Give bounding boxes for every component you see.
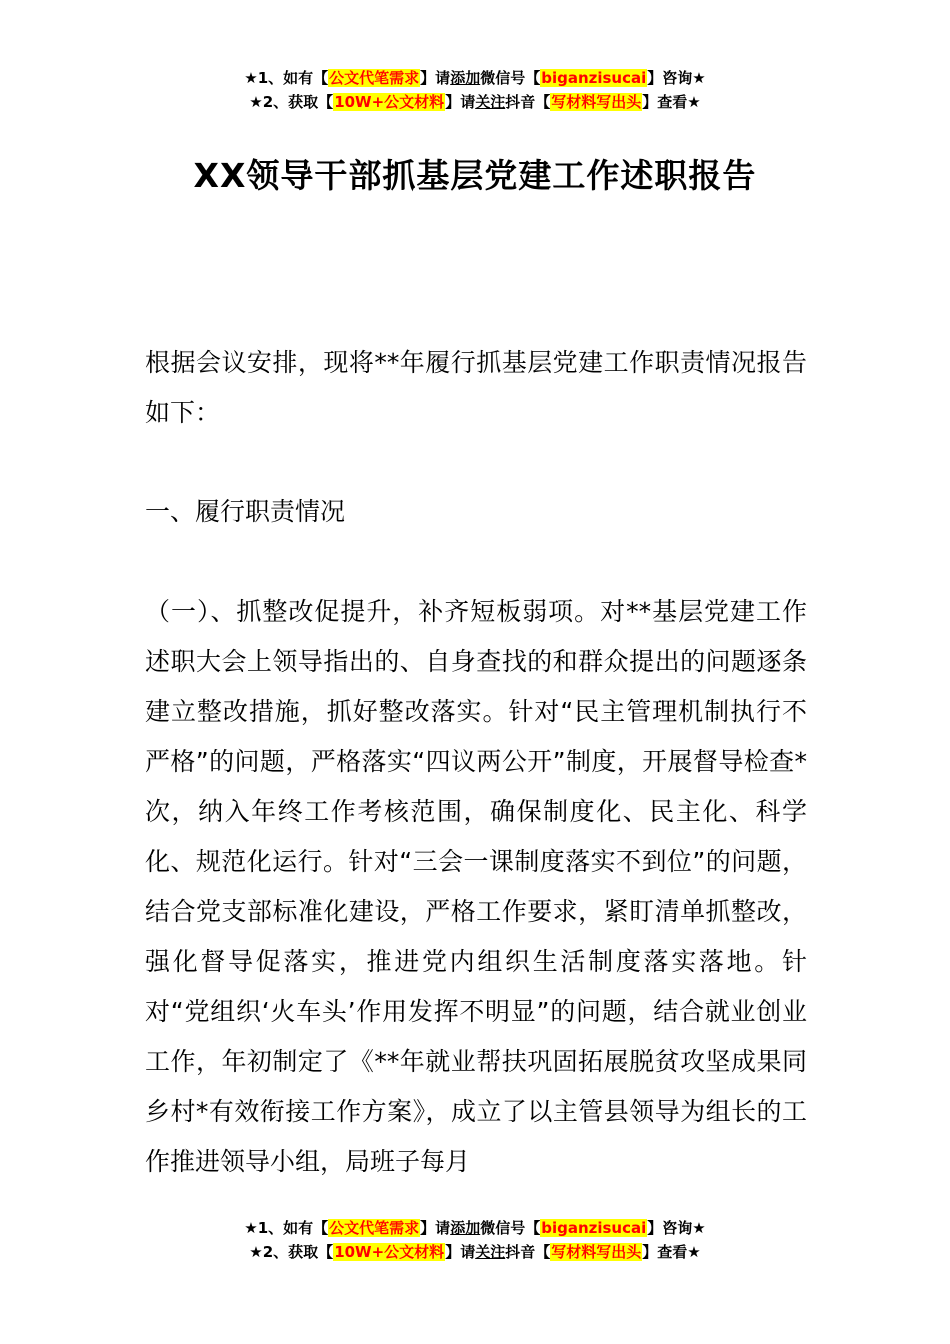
banner-underlined: 关注 (475, 93, 506, 111)
banner-line-1 (0, 1216, 950, 1240)
header-banner (0, 66, 950, 114)
banner-text: 】查看★ (642, 1243, 701, 1261)
banner-text: ★2、获取【 (249, 93, 334, 111)
intro-paragraph: 根据会议安排，现将**年履行抓基层党建工作职责情况报告如下： (145, 348, 807, 427)
banner-text: 微信号【 (480, 69, 541, 87)
banner-line-2 (0, 90, 950, 114)
document-title: XX领导干部抓基层党建工作述职报告 (193, 156, 757, 195)
banner-highlight: biganzisucai (541, 69, 647, 87)
banner-text: 】请 (445, 93, 476, 111)
banner-highlight: 10W+公文材料 (334, 93, 445, 111)
banner-text: ★1、如有【 (244, 1219, 329, 1237)
banner-text: 】咨询★ (647, 69, 706, 87)
banner-highlight: 公文代笔需求 (329, 69, 420, 87)
banner-underlined: 关注 (475, 1243, 506, 1261)
banner-highlight: 公文代笔需求 (329, 1219, 420, 1237)
banner-line-2 (0, 1240, 950, 1264)
banner-line-1 (0, 66, 950, 90)
banner-text: 】请 (420, 1219, 451, 1237)
banner-text: 】咨询★ (647, 1219, 706, 1237)
banner-text: 】查看★ (642, 93, 701, 111)
banner-text: 】请 (445, 1243, 476, 1261)
banner-text: ★2、获取【 (249, 1243, 334, 1261)
body-paragraph: （一）、抓整改促提升，补齐短板弱项。对**基层党建工作述职大会上领导指出的、自身查找的和群众提出的问题逐条建立整改措施，抓好整改落实。针对“民主管理机制执行不严格”的问题，严格落实“四议两公开”制度，开展督导检查*次，纳入年终工作考核范围，确保制度化、民主化、科学化、规范化运行。针对“三会一课制度落实不到位”的问题，结合党支部标准化建设，严格工作要求，紧盯清单抓整改，强化督导促落实，推进党内组织生活制度落实落地。针对“党组织‘火车头’作用发挥不明显”的问题，结合就业创业工作，年初制定了《**年就业帮扶巩固拓展脱贫攻坚成果同乡村*有效衔接工作方案》，成立了以主管县领导为组长的工作推进领导小组，局班子每月 (145, 597, 807, 1176)
banner-underlined: 添加 (450, 69, 481, 87)
banner-highlight: 10W+公文材料 (334, 1243, 445, 1261)
banner-underlined: 添加 (450, 1219, 481, 1237)
section-heading: 一、履行职责情况 (145, 497, 346, 526)
banner-text: 抖音【 (505, 1243, 551, 1261)
banner-text: 】请 (420, 69, 451, 87)
banner-highlight: biganzisucai (541, 1219, 647, 1237)
banner-text: 抖音【 (505, 93, 551, 111)
banner-text: 微信号【 (480, 1219, 541, 1237)
banner-text: ★1、如有【 (244, 69, 329, 87)
footer-banner (0, 1216, 950, 1264)
banner-highlight: 写材料写出头 (551, 1243, 642, 1261)
banner-highlight: 写材料写出头 (551, 93, 642, 111)
